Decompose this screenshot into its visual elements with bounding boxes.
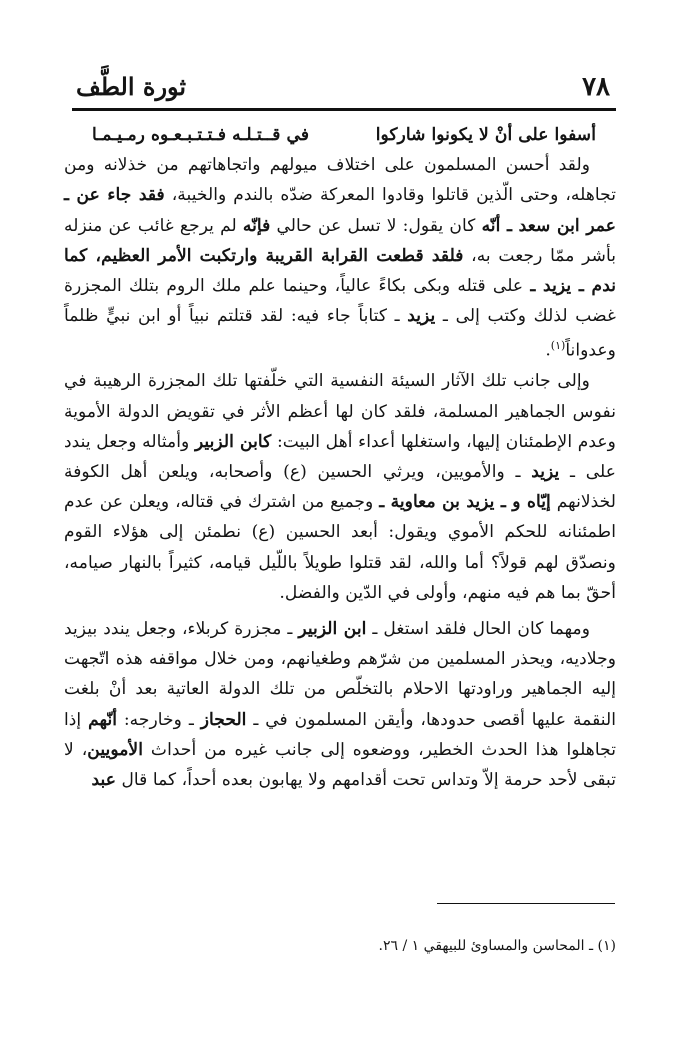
bold-text-run: ابن الزبير bbox=[298, 618, 367, 639]
body-text bbox=[64, 120, 616, 795]
header-rule bbox=[72, 108, 616, 111]
bold-text-run: الأمويين bbox=[87, 739, 143, 760]
verse-second-hemistich: في قــتـلـه فـتـتـبـعـوه رمـيـمـا bbox=[92, 125, 310, 145]
text-run: إذا تجاهلوا هذا الحدث الخطير، ووضعوه إلى جانب غيره من أحداث bbox=[64, 709, 616, 760]
text-run: ـ مجزرة كربلاء، وجعل يندد بيزيد وجلاديه، ويحذر المسلمين من شرّهم وطغيانهم، ومن خلال مواقفه هذه اتّجهت إليه الجماهير وراودتها الاحلام بالتخلّص من تلك الدولة العاتية بعد أنْ بلغت النقمة عليها أقصى حدودها، وأيقن المسلمون في ـ bbox=[64, 618, 616, 730]
footnote-rule bbox=[437, 903, 615, 904]
paragraph-2 bbox=[64, 366, 616, 608]
text-run: وجميع من اشترك في قتاله، ويعلن عن عدم اطمئنانه للحكم الأموي ويقول: أبعد الحسين (ع) نطمئن إلى هؤلاء القوم ونصدّق لهم قولاً؟ أما والله، لقد قتلوا طويلاً باللّيل قيامه، كثيراً بالنهار صيامه، أحقّ بما هم فيه منهم، وأولى في الدّين والفضل. bbox=[64, 492, 616, 603]
text-run: . bbox=[545, 341, 551, 362]
text-run: ـ والأمويين، ويرثي الحسين (ع) وأصحابه، ويلعن أهل الكوفة لخذلانهم bbox=[64, 461, 617, 513]
text-run: ـ كتاباً جاء فيه: لقد قتلتم نبياً أو ابن نبيٍّ ظلماً وعدواناً bbox=[64, 306, 616, 362]
footnote-marker: (١) bbox=[550, 339, 566, 353]
poem-verse bbox=[64, 120, 616, 150]
bold-text-run: فقد جاء عن ـ عمر ابن سعد ـ أنّه bbox=[64, 185, 616, 236]
bold-text-run: يزيد bbox=[531, 461, 560, 482]
bold-text-run: فإنّه bbox=[242, 215, 271, 236]
text-run: ولقد أحسن المسلمون على اختلاف ميولهم واتجاهاتهم من خذلانه ومن تجاهله، وحتى الّذين قاتلوا وقادوا المعركة ضدّه بالندم والخيبة، bbox=[64, 155, 617, 206]
bold-text-run: عبد bbox=[91, 770, 116, 790]
bold-text-run: الحجاز bbox=[200, 709, 247, 730]
bold-text-run: فلقد قطعت القرابة القريبة وارتكبت الأمر العظيم، كما ندم ـ يزيد ـ bbox=[64, 245, 616, 297]
paragraph-3 bbox=[64, 614, 616, 795]
text-run: لم يرجع غائب عن منزله بأشر ممّا رجعت به، bbox=[64, 215, 616, 266]
text-run: ، لا تبقى لأحد حرمة إلاّ وتداس تحت أقدامهم ولا يهابون بعده أحداً، كما قال bbox=[64, 739, 616, 790]
text-run: ومهما كان الحال فلقد استغل ـ bbox=[366, 618, 590, 639]
text-run: ـ وخارجه: bbox=[117, 709, 201, 730]
running-title: ثورة الطَّف bbox=[76, 72, 187, 101]
bold-text-run: أنّهم bbox=[88, 709, 117, 730]
bold-text-run: كابن الزبير bbox=[194, 431, 272, 452]
paragraph-1 bbox=[64, 150, 616, 366]
text-run: كان يقول: لا تسل عن حالي bbox=[270, 215, 482, 236]
page-number: ٧٨ bbox=[582, 72, 610, 102]
page-header bbox=[72, 70, 612, 106]
text-run: وإلى جانب تلك الآثار السيئة النفسية التي خلّفتها تلك المجزرة الرهيبة في نفوس الجماهير المسلمة، فلقد كان لها أعظم الأثر في تقويض الدولة الأموية وعدم الإطمئنان إليها، واستغلها أعداء أهل البيت: bbox=[64, 371, 616, 452]
text-run: على قتله وبكى بكاءً عالياً، وحينما علم ملك الروم بتلك المجزرة غضب لذلك وكتب إلى ـ bbox=[64, 276, 616, 327]
bold-text-run: يزيد bbox=[407, 306, 436, 327]
footnote: (١) ـ المحاسن والمساوئ للبيهقي ١ / ٢٦. bbox=[378, 938, 616, 954]
bold-text-run: إيّاه و ـ يزيد بن معاوية ـ bbox=[379, 492, 551, 513]
verse-first-hemistich: أسفوا على أنْ لا يكونوا شاركوا bbox=[375, 125, 596, 145]
text-run: وأمثاله وجعل يندد على ـ bbox=[64, 431, 617, 482]
